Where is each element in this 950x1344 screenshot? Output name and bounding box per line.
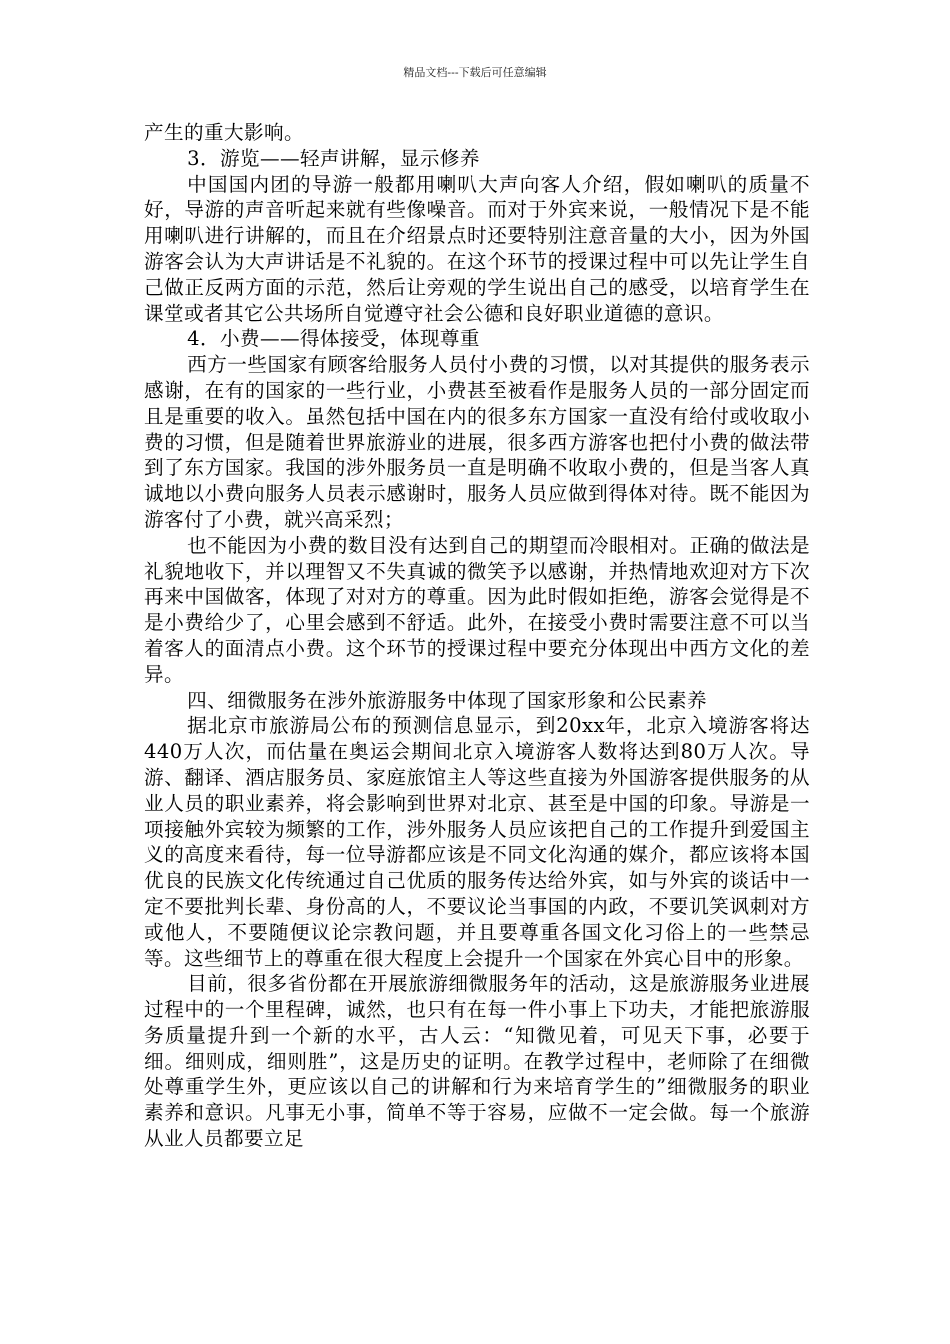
section-heading-sightseeing: 3．游览——轻声讲解，显示修养: [187, 146, 480, 170]
document-body: [144, 120, 810, 1152]
paragraph-detail-service: 目前，很多省份都在开展旅游细微服务年的活动，这是旅游服务业进展过程中的一个里程碑，诚然，也只有在每一件小事上下功夫，才能把旅游服务质量提升到一个新的水平，古人云：“知微见着，可见天下事，必要于细。细则成，细则胜”，这是历史的证明。在教学过程中，老师除了在细微处尊重学生外，更应该以自己的讲解和行为来培育学生的”细微服务的职业素养和意识。凡事无小事，简单不等于容易，应做不一定会做。每一个旅游从业人员都要立足: [144, 972, 810, 1151]
page-header: 精品文档---下载后可任意编辑: [403, 66, 547, 79]
section-heading-four: 四、细微服务在涉外旅游服务中体现了国家形象和公民素养: [187, 688, 707, 712]
paragraph-tips-2: 也不能因为小费的数目没有达到自己的期望而冷眼相对。正确的做法是礼貌地收下，并以理智又不失真诚的微笑予以感谢，并热情地欢迎对方下次再来中国做客，体现了对对方的尊重。因为此时假如拒绝，游客会觉得是不是小费给少了，心里会感到不舒适。此外，在接受小费时需要注意不可以当着客人的面清点小费。这个环节的授课过程中要充分体现出中西方文化的差异。: [144, 533, 810, 686]
paragraph-continuation: 产生的重大影响。: [144, 121, 304, 144]
section-heading-tips: 4．小费——得体接受，体现尊重: [187, 327, 480, 351]
paragraph-sightseeing: 中国国内团的导游一般都用喇叭大声向客人介绍，假如喇叭的质量不好，导游的声音听起来就有些像噪音。而对于外宾来说，一般情况下是不能用喇叭进行讲解的，而且在介绍景点时还要特别注意音量的大小，因为外国游客会认为大声讲话是不礼貌的。在这个环节的授课过程中可以先让学生自己做正反两方面的示范，然后让旁观的学生说出自己的感受，以培育学生在课堂或者其它公共场所自觉遵守社会公德和良好职业道德的意识。: [144, 172, 810, 325]
paragraph-tips-1: 西方一些国家有顾客给服务人员付小费的习惯，以对其提供的服务表示感谢，在有的国家的一些行业，小费甚至被看作是服务人员的一部分固定而且是重要的收入。虽然包括中国在内的很多东方国家一直没有给付或收取小费的习惯，但是随着世界旅游业的进展，很多西方游客也把付小费的做法带到了东方国家。我国的涉外服务员一直是明确不收取小费的，但是当客人真诚地以小费向服务人员表示感谢时，服务人员应做到得体对待。既不能因为游客付了小费，就兴高采烈；: [144, 353, 810, 531]
paragraph-beijing-tourism: 据北京市旅游局公布的预测信息显示，到20xx年，北京入境游客将达440万人次，而估量在奥运会期间北京入境游客人数将达到80万人次。导游、翻译、酒店服务员、家庭旅馆主人等这些直接为外国游客提供服务的从业人员的职业素养，将会影响到世界对北京、甚至是中国的印象。导游是一项接触外宾较为频繁的工作，涉外服务人员应该把自己的工作提升到爱国主义的高度来看待，每一位导游都应该是不同文化沟通的媒介，都应该将本国优良的民族文化传统通过自己优质的服务传达给外宾，如与外宾的谈话中一定不要批判长辈、身份高的人，不要议论当事国的内政，不要讥笑讽刺对方或他人，不要随便议论宗教问题，并且要尊重各国文化习俗上的一些禁忌等。这些细节上的尊重在很大程度上会提升一个国家在外宾心目中的形象。: [144, 714, 810, 970]
